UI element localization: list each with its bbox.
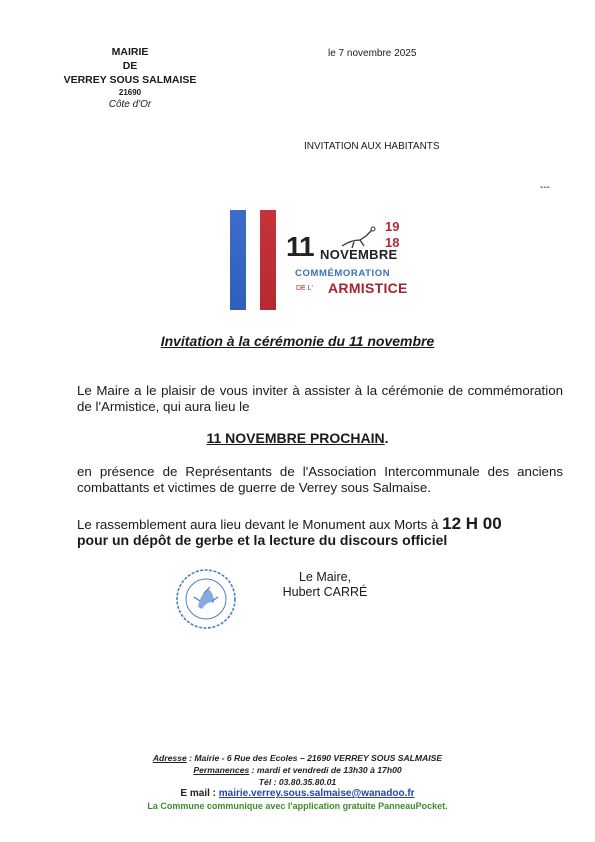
ceremony-date-period: . bbox=[384, 430, 389, 446]
hours-text: : mardi et vendredi de 13h30 à 17h00 bbox=[249, 765, 402, 775]
footer-panneaupocket: La Commune communique avec l'application gratuite PanneauPocket. bbox=[147, 801, 448, 811]
mairie-line-1: MAIRIE bbox=[111, 46, 149, 58]
footer-contact bbox=[0, 752, 595, 812]
paragraph-presence: en présence de Représentants de l'Association Intercommunale des anciens combattants et victimes de guerre de Verrey sous Salmaise. bbox=[77, 464, 563, 495]
paragraph-gathering bbox=[77, 516, 563, 548]
logo-year-top: 19 bbox=[385, 219, 400, 234]
postal-code: 21690 bbox=[118, 88, 142, 97]
email-label: E mail : bbox=[180, 788, 219, 799]
document-date: le 7 novembre 2025 bbox=[328, 48, 417, 59]
blue-stripe bbox=[230, 210, 246, 310]
gathering-purpose: pour un dépôt de gerbe et la lecture du discours officiel bbox=[77, 531, 448, 548]
department: Côte d'Or bbox=[108, 99, 152, 110]
footer-email bbox=[0, 788, 595, 800]
email-link[interactable]: mairie.verrey.sous.salmaise@wanadoo.fr bbox=[218, 788, 415, 799]
ceremony-date bbox=[0, 430, 595, 446]
mairie-line-3: VERREY SOUS SALMAISE bbox=[63, 74, 197, 86]
signature-name: Hubert CARRÉ bbox=[282, 585, 368, 599]
hours-label: Permanences bbox=[193, 765, 250, 775]
footer-address bbox=[0, 752, 595, 764]
gathering-text: Le rassemblement aura lieu devant le Monument aux Morts à bbox=[77, 517, 443, 532]
red-stripe bbox=[260, 210, 276, 310]
armistice-logo bbox=[228, 210, 418, 310]
signature-title: Le Maire, bbox=[298, 570, 352, 584]
separator-dashes: --- bbox=[540, 182, 550, 193]
mairie-line-2: DE bbox=[122, 60, 138, 72]
paragraph-invitation: Le Maire a le plaisir de vous inviter à assister à la cérémonie de commémoration de l'Armistice, qui aura lieu le bbox=[77, 383, 563, 414]
footer-hours bbox=[0, 764, 595, 776]
address-label: Adresse bbox=[152, 753, 187, 763]
logo-year-bottom: 18 bbox=[385, 235, 400, 250]
mairie-header bbox=[50, 45, 210, 111]
logo-day: 11 bbox=[286, 231, 314, 262]
address-text: : Mairie - 6 Rue des Ecoles – 21690 VERREY SOUS SALMAISE bbox=[186, 753, 443, 763]
soldier-silhouette-icon bbox=[340, 226, 384, 250]
logo-month: NOVEMBRE bbox=[320, 247, 398, 262]
official-seal-icon bbox=[174, 567, 238, 631]
ceremony-date-text: 11 NOVEMBRE PROCHAIN bbox=[206, 430, 385, 446]
invitation-title: INVITATION AUX HABITANTS bbox=[304, 141, 440, 152]
gathering-time: 12 H 00 bbox=[442, 514, 502, 533]
invitation-heading: Invitation à la cérémonie du 11 novembre bbox=[160, 333, 435, 349]
logo-de: DE L' bbox=[296, 285, 313, 292]
signature-block bbox=[270, 570, 380, 600]
footer-tel: Tél : 03.80.35.80.01 bbox=[258, 777, 337, 787]
logo-armistice: ARMISTICE bbox=[328, 280, 408, 296]
logo-commemoration: COMMÉMORATION bbox=[295, 268, 391, 279]
